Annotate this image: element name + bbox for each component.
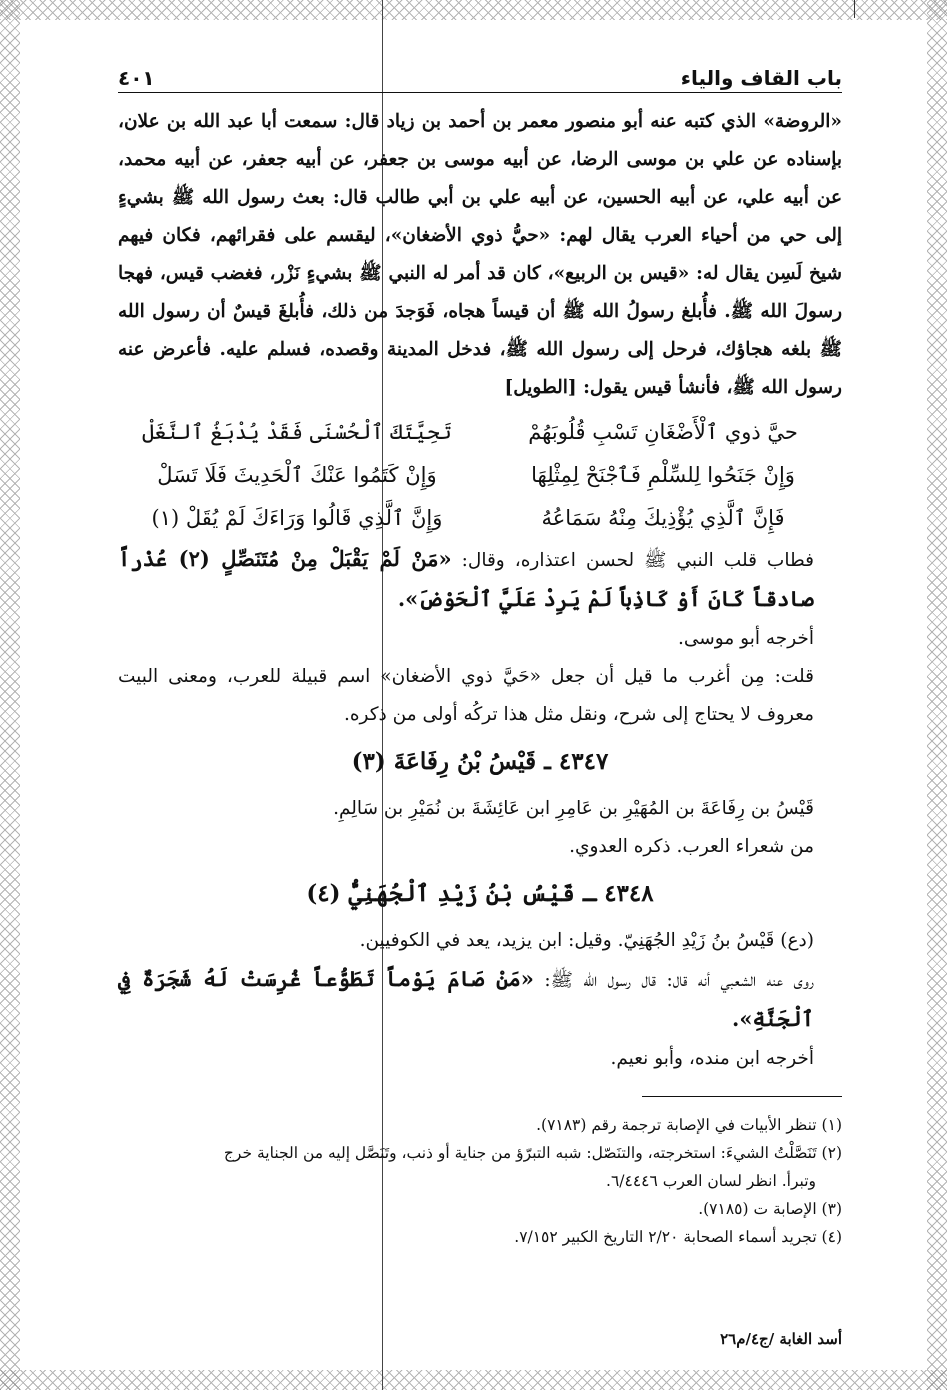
paragraph-source: أخرجه أبو موسى.: [677, 628, 814, 649]
footnotes: [118, 1111, 842, 1251]
page-number: ٤٠١: [118, 66, 155, 90]
entry-4348-narration: [118, 960, 842, 1040]
signature-mark: أسد الغابة /ج٤/م٢٦: [720, 1330, 842, 1348]
verse-first-hemistich: فَإِنَّ ٱلَّذِي يُؤْذِيكَ مِنْهُ سَمَاعُهُ: [541, 506, 785, 530]
verse-line: [118, 454, 842, 497]
verse-second-hemistich: تَحِيَّتَكَ ٱلْحُسْنَى فَقَدْ يُدْبَغُ ٱلنَّغَلْ: [142, 420, 452, 444]
paragraph-narration: «الروضة» الذي كتبه عنه أبو منصور معمر بن أحمد بن زياد قال: سمعت أبا عبد الله بن علان، بإسناده عن علي بن موسى الرضا، عن أبيه موسى بن جعفر، عن أبيه جعفر، عن أبيه محمد، عن أبيه علي، عن أبيه الحسين، عن أبيه علي بن أبي طالب قال: بعث رسول الله ﷺ بشيءٍ إلى حي من أحياء العرب يقال لهم: «حيُّ ذوي الأضغان»، ليقسم على فقرائهم، فكان فيهم شيخ لَسِن يقال له: «قيس بن الربيع»، كان قد أمر له النبي ﷺ بشيءٍ نَزْر، فغضب قيس، فهجا رسولَ الله ﷺ. فأُبلغ رسولُ الله ﷺ أن قيساً هجاه، فَوَجدَ من ذلك، فأُبلغَ قيسٌ أن رسول الله ﷺ بلغه هجاؤك، فرحل إلى رسول الله ﷺ، فدخل المدينة وقصده، فسلم عليه. فأعرض عنه رسول الله ﷺ، فأنشأ قيس يقول: [الطويل]: [118, 111, 842, 398]
decorative-border-top: [0, 0, 947, 20]
scan-corner-mark: [854, 0, 855, 18]
poem-verses: [118, 411, 842, 540]
footnote-3: (٣) الإصابة ت (٧١٨٥).: [698, 1200, 842, 1218]
footnote-1: (١) تنظر الأبيات في الإصابة ترجمة رقم (٧١٨٣).: [536, 1116, 842, 1134]
decorative-border-left: [0, 0, 20, 1390]
verse-line: [118, 411, 842, 454]
paragraph-comment: قلت: مِن أغرب ما قيل أن جعل «حَيَّ ذوي الأضغان» اسم قبيلة للعرب، ومعنى البيت معروف لا يحتاج إلى شرح، ونقل مثل هذا تركُه أولى من ذكره.: [118, 666, 814, 725]
entry-4347-note: من شعراء العرب. ذكره العدوي.: [569, 836, 814, 857]
entry-4348-source: أخرجه ابن منده، وأبو نعيم.: [610, 1048, 814, 1069]
footnote-2-continued: وتبرأ. انظر لسان العرب ٦/٤٤٤٦.: [606, 1172, 816, 1190]
verse-line: [118, 497, 842, 540]
paragraph-prophet-response: [118, 540, 842, 620]
decorative-border-bottom: [0, 1370, 947, 1390]
narration-intro: روى عنه الشعبي أنه قال: قال رسول الله ﷺ:: [544, 970, 814, 991]
hadith-text: «مَنْ لَمْ يَقْبَلْ مِنْ مُتَنَصِّلٍ (٢) عُذْراً صادقاً كَانَ أَوْ كَاذِباً لَمْ يَرِدْ عَلَيَّ ٱلْحَوْضَ».: [118, 546, 814, 611]
running-header: [118, 58, 842, 93]
entry-4347-lineage: قَيْسُ بن رِفَاعَةَ بن المُهَيْرِ بن عَامِرِ ابن عَائِشَةَ بن نُمَيْرِ بن سَالِمِ.: [333, 798, 814, 819]
book-page: [118, 58, 842, 1348]
entry-4348-intro: (دع) قَيْسُ بنُ زَيْدِ الجُهَنِيّ. وقيل: ابن يزيد، يعد في الكوفيين.: [359, 930, 814, 951]
footnote-separator: [642, 1096, 842, 1097]
footnote-4: (٤) تجريد أسماء الصحابة ٢/٢٠ التاريخ الكبير ٧/١٥٢.: [514, 1228, 842, 1246]
entry-heading-4347: ٤٣٤٧ ـ قَيْسُ بْنُ رِفَاعَةَ (٣): [351, 748, 609, 775]
hadith-text: «مَنْ صَامَ يَوْماً تَطَوُّعاً غُرِسَتْ لَهُ شَجَرَةٌ فِي ٱلْجَنَّةِ».: [118, 966, 814, 1031]
verse-first-hemistich: حيَّ ذوي ٱلْأَضْغَانِ تَسْبِ قُلُوبَهُمْ: [528, 420, 798, 444]
chapter-title: باب القاف والياء: [680, 66, 842, 90]
verse-second-hemistich: وَإِنْ كَتَمُوا عَنْكَ ٱلْحَدِيثَ فَلَا تَسَلْ: [157, 463, 437, 487]
verse-first-hemistich: وَإِنْ جَنَحُوا لِلسِّلْمِ فَٱجْنَحْ لِمِثْلِهَا: [531, 463, 795, 487]
decorative-border-right: [927, 0, 947, 1390]
response-intro: فطاب قلب النبي ﷺ لحسن اعتذاره، وقال:: [461, 550, 814, 571]
main-text: [118, 103, 842, 1078]
verse-second-hemistich: وَإِنَّ ٱلَّذِي قَالُوا وَرَاءَكَ لَمْ يُقَلْ (١): [151, 506, 443, 530]
entry-heading-4348: ٤٣٤٨ ـ قَيْسُ بْنُ زَيْدِ ٱلْجُهَنِيُّ (٤): [306, 880, 654, 907]
footnote-2: (٢) تَنَصَّلْتُ الشيءَ: استخرجته، والتنَصّل: شبه التبرّؤ من جناية أو ذنب، وتَنَصَّل إليه من الجناية خرج: [223, 1144, 842, 1162]
